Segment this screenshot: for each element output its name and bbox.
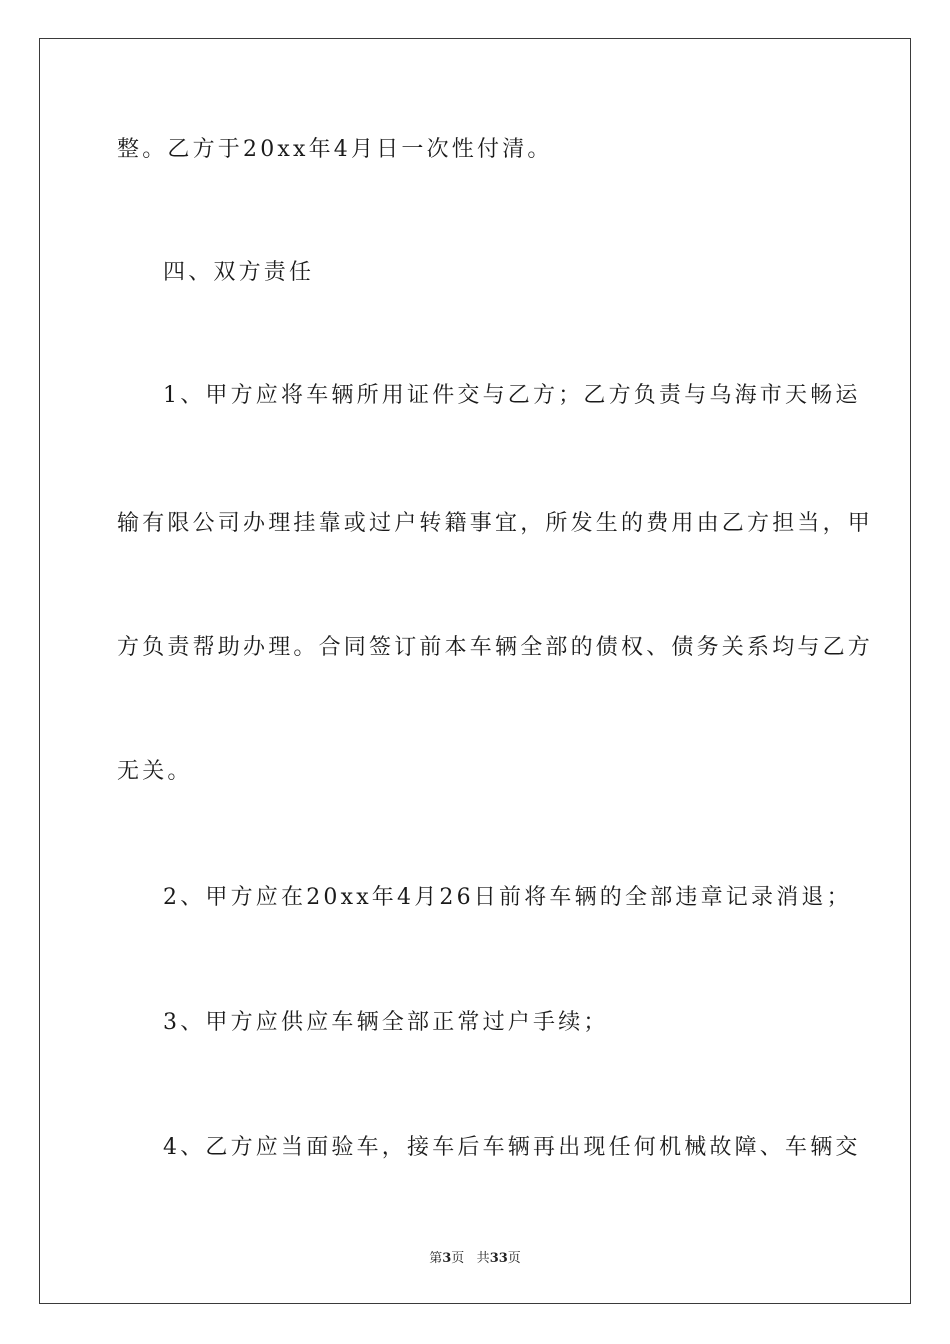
paragraph-line-1: 整。乙方于20xx年4月日一次性付清。 [117, 137, 553, 162]
footer-page-number: 3 [442, 1251, 452, 1266]
paragraph-line-8: 3、甲方应供应车辆全部正常过户手续； [163, 1010, 609, 1035]
section-heading: 四、双方责任 [163, 260, 315, 285]
paragraph-line-3: 1、甲方应将车辆所用证件交与乙方；乙方负责与乌海市天畅运 [163, 383, 861, 408]
paragraph-line-6: 无关。 [117, 759, 193, 784]
footer-total-suffix: 页 [507, 1251, 521, 1266]
footer-total-prefix: 共 [476, 1251, 490, 1266]
paragraph-line-9: 4、乙方应当面验车，接车后车辆再出现任何机械故障、车辆交 [163, 1135, 861, 1160]
footer-page-prefix: 第 [429, 1251, 443, 1266]
page-border [39, 38, 911, 1304]
paragraph-line-4: 输有限公司办理挂靠或过户转籍事宜，所发生的费用由乙方担当，甲 [117, 511, 874, 536]
paragraph-line-7: 2、甲方应在20xx年4月26日前将车辆的全部违章记录消退； [163, 885, 852, 910]
page-footer [0, 1247, 950, 1266]
footer-page-suffix: 页 [451, 1251, 465, 1266]
paragraph-line-5: 方负责帮助办理。合同签订前本车辆全部的债权、债务关系均与乙方 [117, 635, 874, 660]
footer-total-pages: 33 [489, 1251, 508, 1266]
